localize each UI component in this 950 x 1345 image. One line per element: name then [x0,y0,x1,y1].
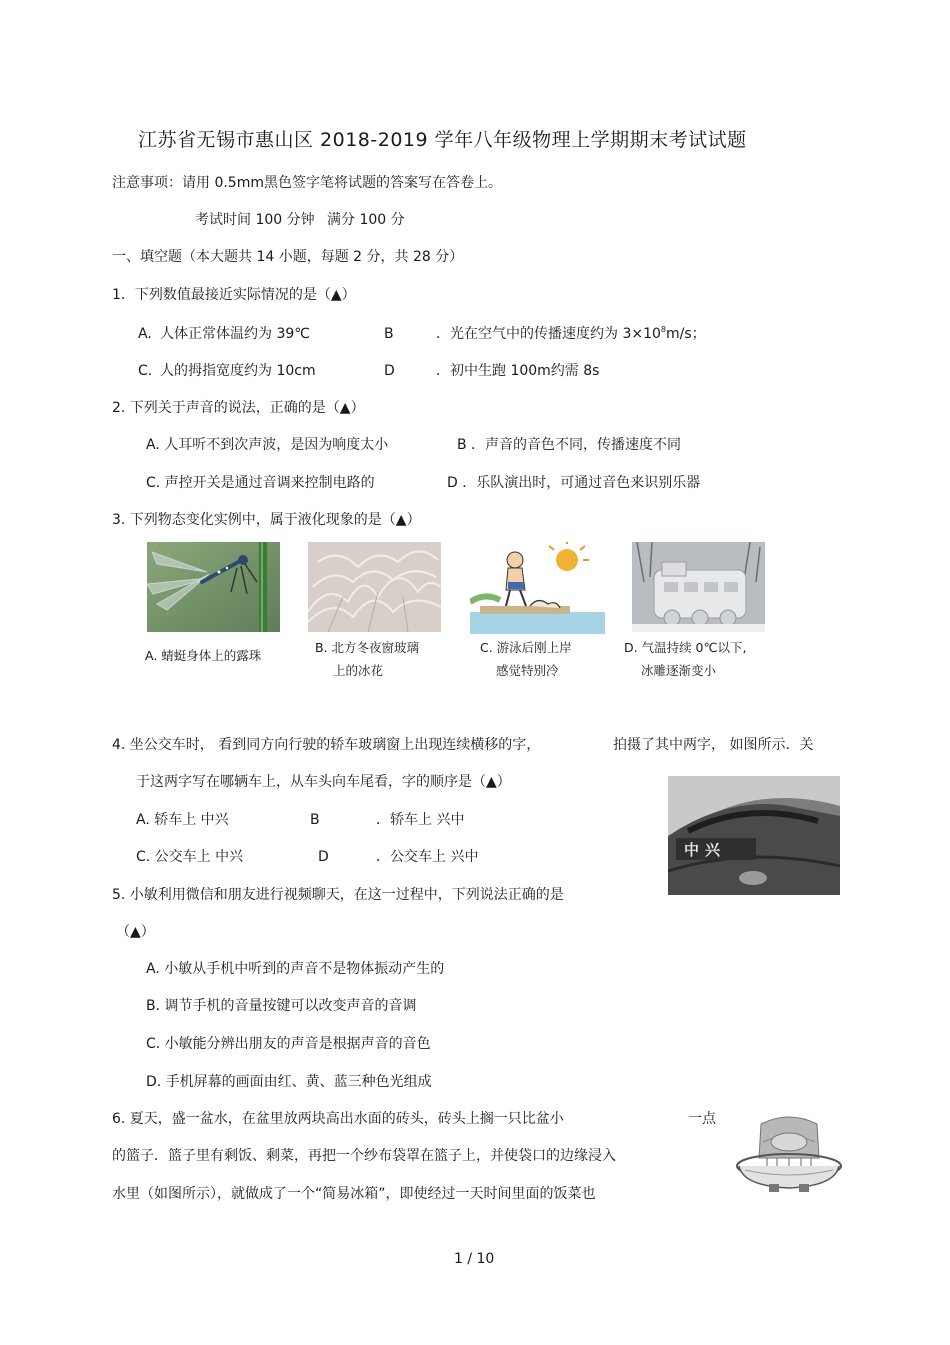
question-2-stem: 2. 下列关于声音的说法，正确的是（▲） [112,400,365,416]
q2-option-d: D ．乐队演出时，可通过音色来识别乐器 [447,475,701,491]
exam-time: 考试时间 100 分钟 [195,212,315,228]
q4-option-c: C. 公交车上 中兴 [136,849,244,865]
q3-caption-c-2: 感觉特别冷 [496,663,559,678]
q2-option-c: C. 声控开关是通过音调来控制电路的 [146,475,375,491]
question-3-stem: 3. 下列物态变化实例中，属于液化现象的是（▲） [112,512,421,528]
question-6-line-2: 的篮子．篮子里有剩饭、剩菜，再把一个纱布袋罩在篮子上，并使袋口的边缘浸入 [112,1148,616,1164]
question-5-mark: （▲） [116,924,155,940]
q4-option-d-letter: D [318,849,329,865]
q4-option-b-letter: B [310,812,320,828]
ice-sculpture-image [632,542,765,632]
q3-caption-b-1: B. 北方冬夜窗玻璃 [315,640,420,655]
question-5-stem: 5. 小敏利用微信和朋友进行视频聊天，在这一过程中，下列说法正确的是 [112,887,564,903]
question-4-stem-1a: 4. 坐公交车时， 看到同方向行驶的轿车玻璃窗上出现连续横移的字， [112,737,541,753]
car-window-image [668,776,840,895]
car-window-text: 中兴 [684,841,727,859]
q3-caption-b-2: 上的冰花 [333,663,384,678]
question-6-line-3: 水里（如图所示），就做成了一个“简易冰箱”，即使经过一天时间里面的饭菜也 [112,1186,596,1202]
page-title: 江苏省无锡市惠山区 2018-2019 学年八年级物理上学期期末考试试题 [138,129,747,151]
section-heading: 一、填空题（本大题共 14 小题，每题 2 分，共 28 分） [112,249,464,265]
q1-option-c: 人的拇指宽度约为 10cm [160,363,316,379]
q3-caption-d-2: 冰雕逐渐变小 [641,663,717,678]
q3-caption-c-1: C. 游泳后刚上岸 [480,640,572,655]
question-1-stem: 1．下列数值最接近实际情况的是（▲） [112,287,356,303]
q4-option-b: ．轿车上 兴中 [376,812,465,828]
q5-option-b: B. 调节手机的音量按键可以改变声音的音调 [146,998,417,1014]
question-6-line-1b: 一点 [688,1111,716,1127]
swimmer-cartoon-image [470,542,605,634]
q1-option-b-letter: B [384,326,394,342]
q3-caption-a: A. 蜻蜓身体上的露珠 [145,648,262,663]
q5-option-c: C. 小敏能分辨出朋友的声音是根据声音的音色 [146,1036,431,1052]
question-6-line-1a: 6. 夏天，盛一盆水，在盆里放两块高出水面的砖头，砖头上搁一只比盆小 [112,1111,564,1127]
q2-option-a: A. 人耳听不到次声波，是因为响度太小 [146,437,389,453]
page-number: 1 / 10 [454,1251,495,1267]
q4-option-d: ．公交车上 兴中 [376,849,479,865]
q5-option-d: D. 手机屏幕的画面由红、黄、蓝三种色光组成 [146,1074,432,1090]
question-4-stem-1b: 拍摄了其中两字， 如图所示．关 [613,737,814,753]
question-4-stem-2: 于这两字写在哪辆车上，从车头向车尾看，字的顺序是（▲） [136,774,511,790]
full-score: 满分 100 分 [327,212,405,228]
basin-basket-image [733,1112,845,1194]
q3-caption-d-1: D. 气温持续 0℃以下, [624,640,747,655]
q1-option-d-letter: D [384,363,395,379]
q1-option-b: ．光在空气中的传播速度约为 $3\times 10^8m/s$； [436,325,706,342]
q2-option-b: B ．声音的音色不同，传播速度不同 [457,437,682,453]
q1-option-a: 人体正常体温约为 39℃ [160,326,310,342]
q4-option-a: A. 轿车上 中兴 [136,812,229,828]
q1-option-c-letter: C. [138,363,153,379]
q1-option-a-letter: A. [138,326,152,342]
q1-option-d: ．初中生跑 100m约需 8s [436,363,600,379]
notice-text: 注意事项：请用 0.5mm黑色签字笔将试题的答案写在答卷上。 [112,175,502,191]
dragonfly-image [147,542,280,632]
q5-option-a: A. 小敏从手机中听到的声音不是物体振动产生的 [146,961,445,977]
window-frost-image [308,542,441,632]
